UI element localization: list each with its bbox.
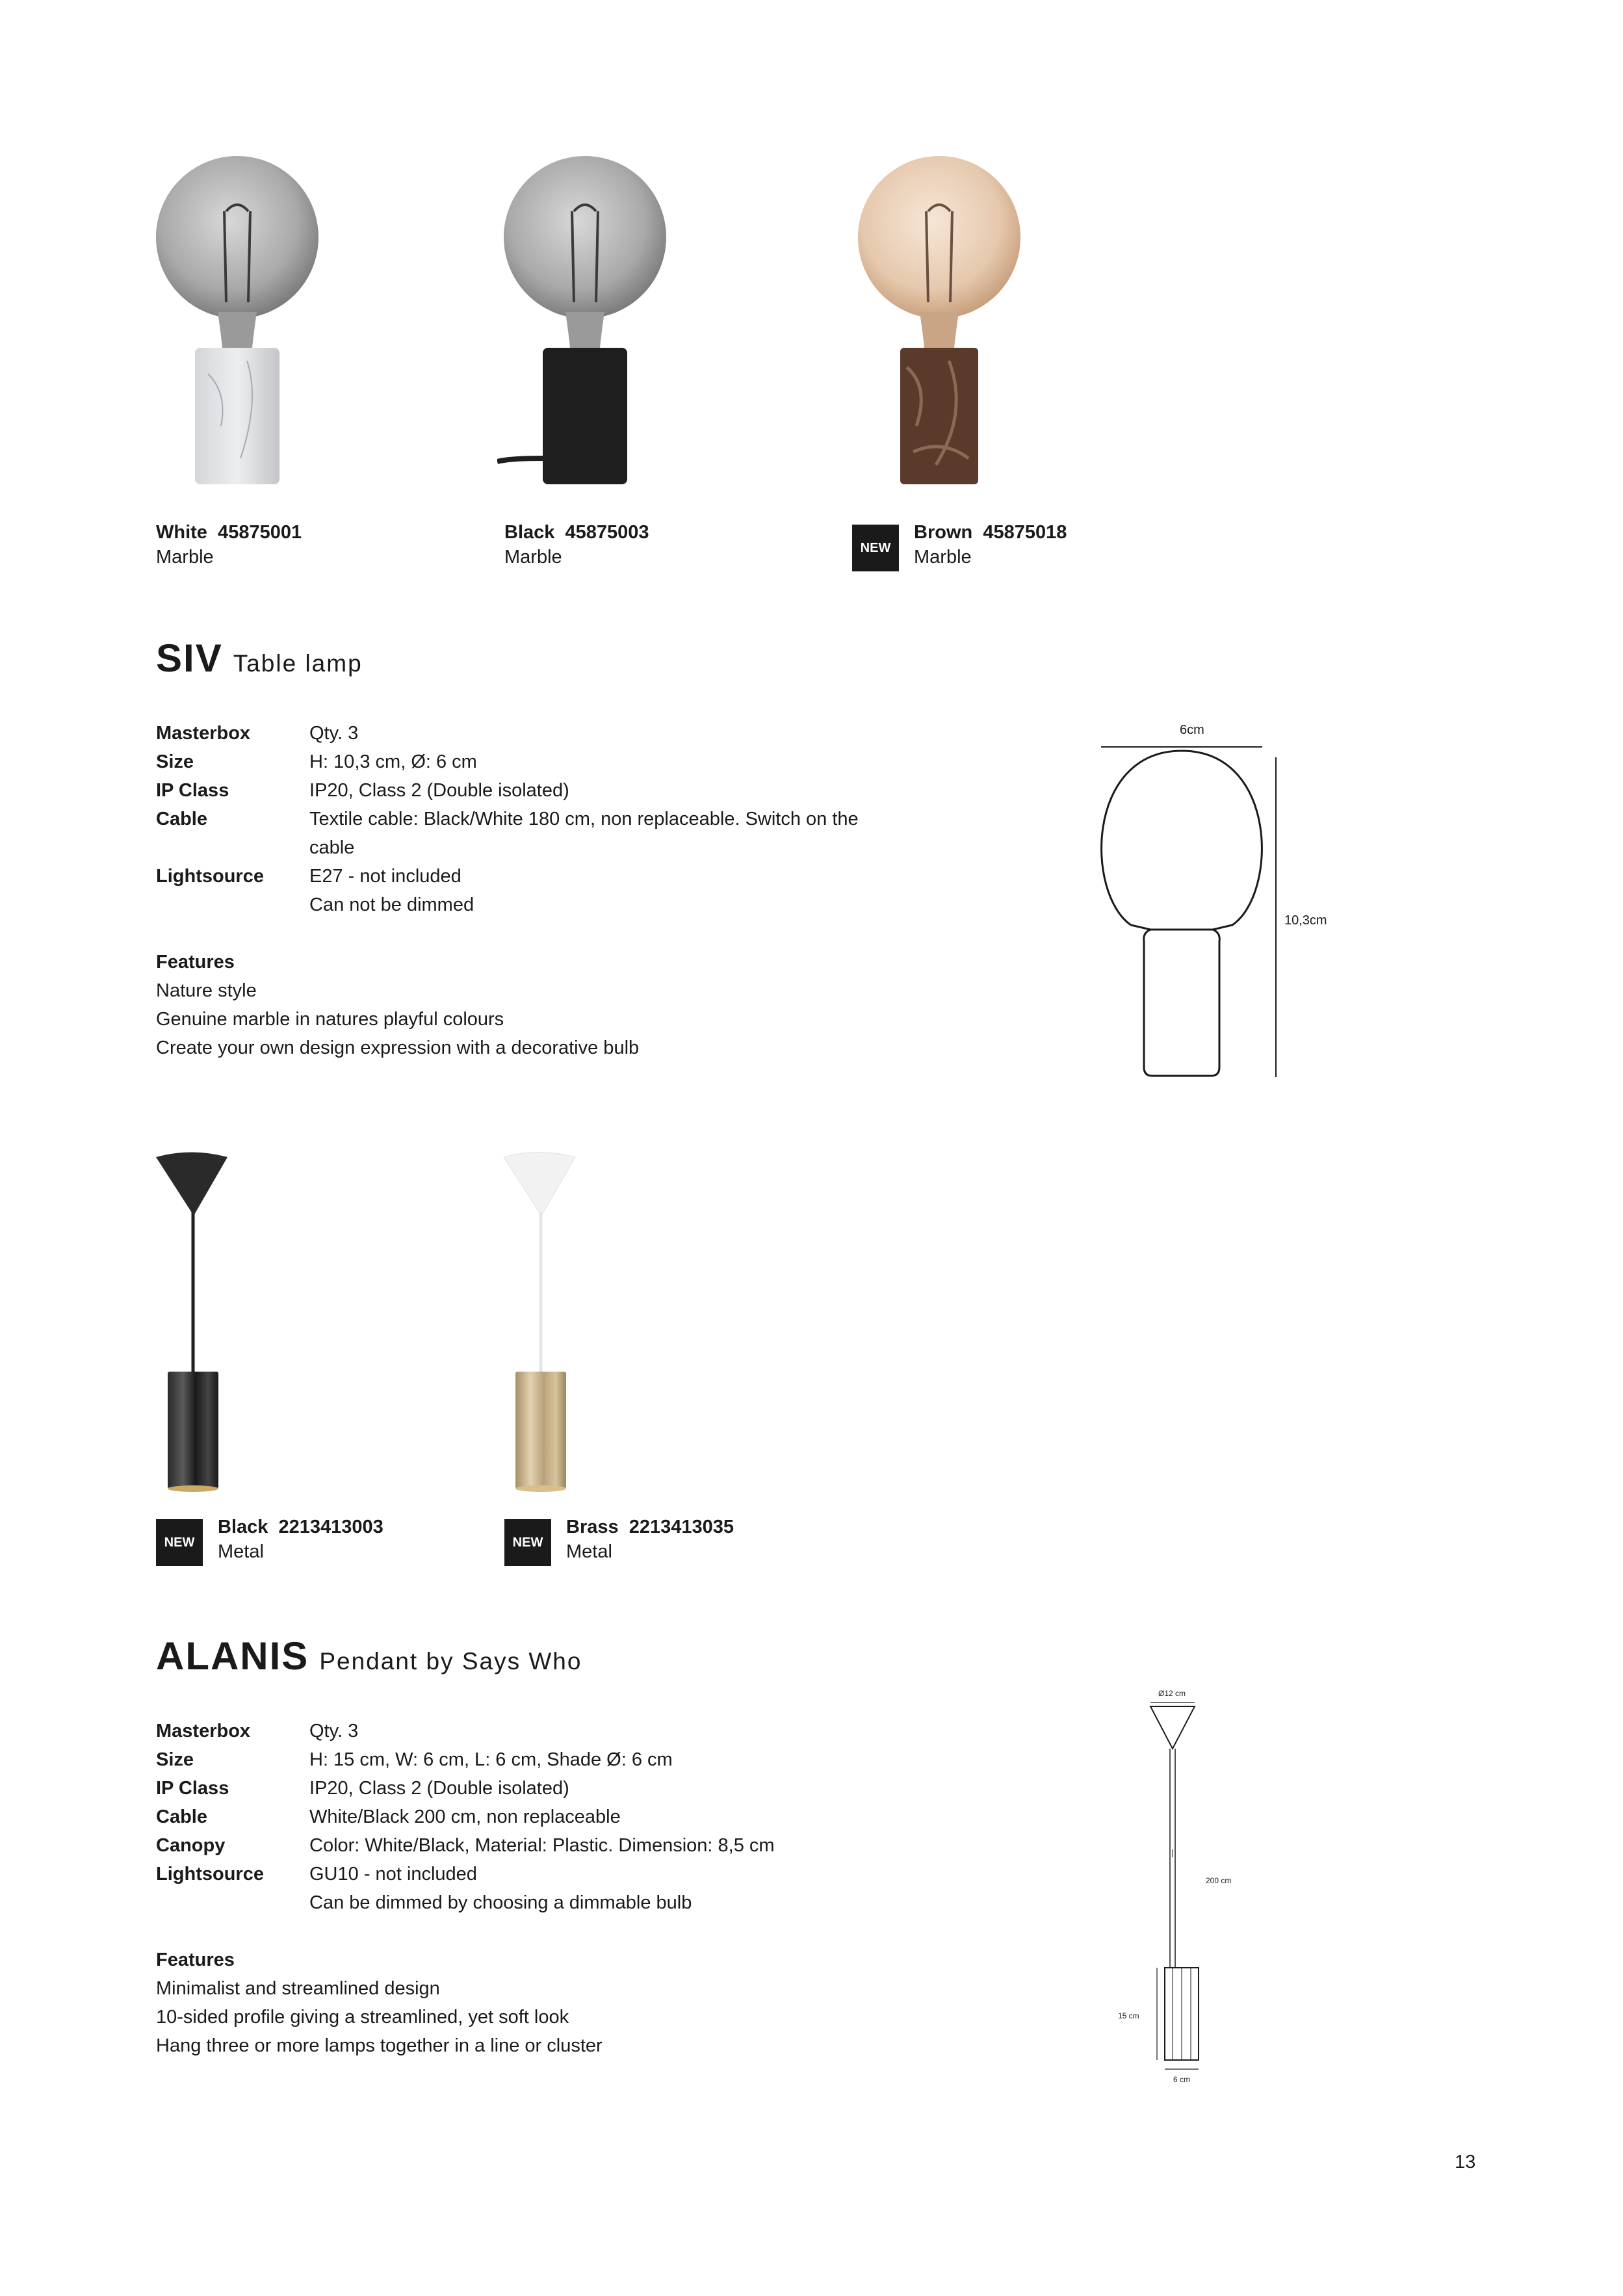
- siv-features: [156, 948, 639, 1062]
- variant-code: 2213413035: [629, 1517, 734, 1537]
- product-subtitle: Pendant by Says Who: [319, 1648, 582, 1675]
- spec-row: Cable Textile cable: Black/White 180 cm, non replaceable. Switch on the cable: [156, 809, 859, 858]
- siv-spec-table: [156, 719, 881, 919]
- spec-row: Cable White/Black 200 cm, non replaceable: [156, 1807, 621, 1827]
- spec-row: Canopy Color: White/Black, Material: Plastic. Dimension: 8,5 cm: [156, 1835, 775, 1856]
- spec-row: Can not be dimmed: [309, 894, 474, 915]
- spec-row: Size H: 15 cm, W: 6 cm, L: 6 cm, Shade Ø: 6 cm: [156, 1749, 673, 1770]
- spec-row: Lightsource GU10 - not included: [156, 1864, 477, 1885]
- variant-material: Marble: [914, 547, 972, 567]
- drawing-width-label: 6 cm: [1173, 2075, 1191, 2084]
- siv-variant-white: [156, 520, 302, 569]
- alanis-features: [156, 1946, 603, 2060]
- siv-variant-brown: [914, 520, 1067, 569]
- drawing-height-label: 15 cm: [1118, 2011, 1139, 2020]
- feature-item: 10-sided profile giving a streamlined, yet soft look: [156, 2007, 569, 2028]
- variant-material: Metal: [566, 1541, 612, 1562]
- new-badge: NEW: [156, 1519, 203, 1566]
- siv-technical-drawing: [1092, 718, 1339, 1089]
- drawing-canopy-label: Ø12 cm: [1158, 1689, 1186, 1698]
- variant-material: Metal: [218, 1541, 264, 1562]
- spec-row: IP Class IP20, Class 2 (Double isolated): [156, 780, 569, 801]
- page-number: 13: [1455, 2152, 1476, 2172]
- spec-row: Lightsource E27 - not included: [156, 866, 461, 887]
- feature-item: Nature style: [156, 980, 257, 1001]
- alanis-brass-image: [497, 1151, 640, 1495]
- drawing-width-label: 6cm: [1180, 723, 1204, 737]
- drawing-cable-label: 200 cm: [1206, 1876, 1232, 1885]
- feature-item: Genuine marble in natures playful colours: [156, 1009, 504, 1030]
- variant-code: 45875001: [218, 522, 302, 543]
- features-heading: Features: [156, 1950, 235, 1970]
- spec-row: Masterbox Qty. 3: [156, 723, 359, 744]
- base-outline: [1144, 930, 1220, 1076]
- spec-row: Size H: 10,3 cm, Ø: 6 cm: [156, 751, 477, 772]
- variant-color: Black: [504, 522, 555, 543]
- features-heading: Features: [156, 952, 235, 972]
- siv-white-image: [149, 153, 325, 491]
- alanis-variant-black: [218, 1515, 383, 1564]
- feature-item: Hang three or more lamps together in a line or cluster: [156, 2035, 603, 2056]
- feature-item: Create your own design expression with a decorative bulb: [156, 1037, 640, 1058]
- variant-code: 45875018: [983, 522, 1067, 543]
- alanis-technical-drawing: [1118, 1687, 1248, 2090]
- feature-item: Minimalist and streamlined design: [156, 1978, 440, 1999]
- variant-code: 2213413003: [278, 1517, 383, 1537]
- bulb-outline: [1102, 751, 1262, 930]
- product-subtitle: Table lamp: [233, 650, 363, 677]
- alanis-black-image: [149, 1151, 292, 1495]
- spec-row: Can be dimmed by choosing a dimmable bulb: [309, 1892, 692, 1913]
- siv-black-image: [497, 153, 686, 491]
- variant-color: Black: [218, 1517, 268, 1537]
- variant-material: Marble: [156, 547, 214, 567]
- siv-brown-image: [851, 153, 1027, 491]
- variant-color: Brown: [914, 522, 973, 543]
- drawing-height-label: 10,3cm: [1284, 913, 1327, 928]
- new-badge: NEW: [852, 525, 899, 571]
- alanis-variant-brass: [566, 1515, 734, 1564]
- canopy-outline: [1150, 1706, 1195, 1749]
- product-name: SIV: [156, 636, 223, 680]
- variant-color: White: [156, 522, 207, 543]
- siv-product-title: [156, 636, 363, 681]
- new-badge: NEW: [504, 1519, 551, 1566]
- variant-material: Marble: [504, 547, 562, 567]
- alanis-product-title: [156, 1634, 582, 1678]
- spec-row: Masterbox Qty. 3: [156, 1721, 359, 1742]
- alanis-spec-table: [156, 1717, 881, 1917]
- variant-code: 45875003: [565, 522, 649, 543]
- product-name: ALANIS: [156, 1634, 309, 1678]
- siv-variant-black: [504, 520, 649, 569]
- spec-row: IP Class IP20, Class 2 (Double isolated): [156, 1778, 569, 1799]
- variant-color: Brass: [566, 1517, 619, 1537]
